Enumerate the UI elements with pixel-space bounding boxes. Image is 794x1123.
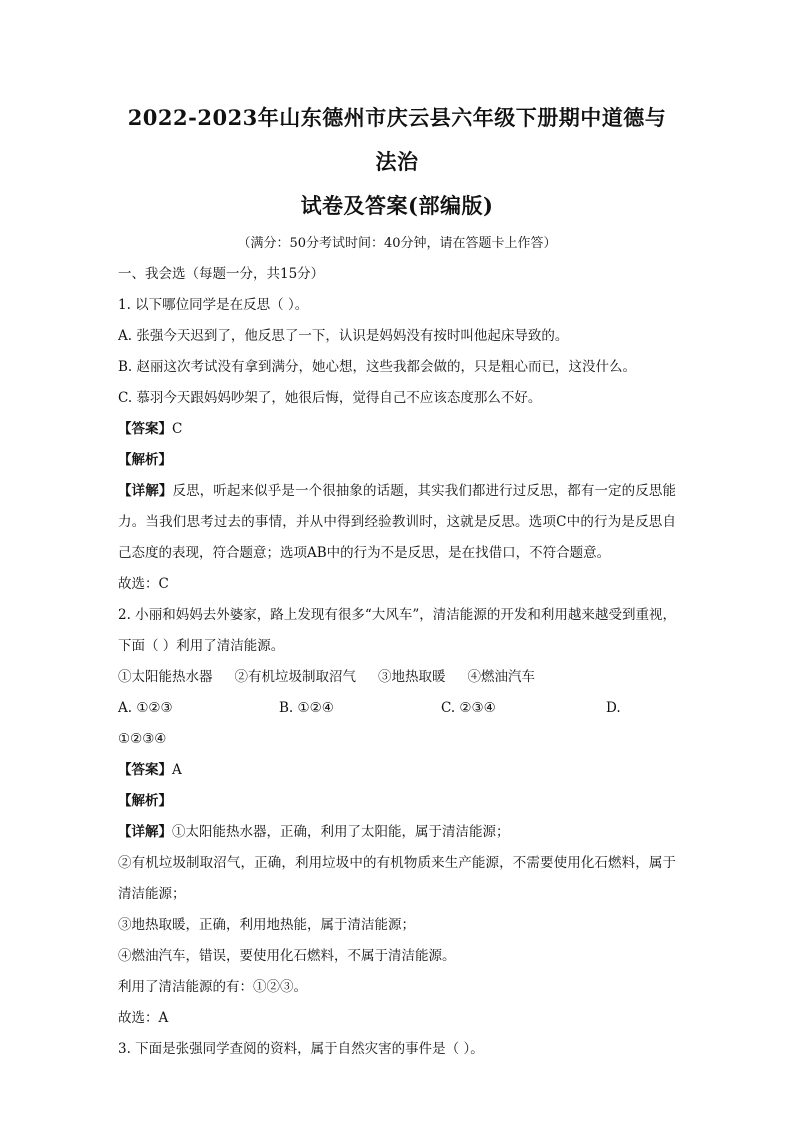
document-title-line2: 试卷及答案(部编版)	[300, 193, 494, 218]
question-2-items	[118, 662, 676, 693]
question-2-option-d-cont: ①②③④	[118, 731, 167, 747]
question-1-analysis-label: 【解析】	[118, 452, 172, 468]
question-2-stem: 2. 小丽和妈妈去外婆家，路上发现有很多“大风车”，清洁能源的开发和利用越来越受到重视，下面（ ）利用了清洁能源。	[118, 607, 676, 654]
question-1-option-c: C. 慕羽今天跟妈妈吵架了，她很后悔，觉得自己不应该态度那么不好。	[118, 390, 542, 406]
question-2-item: ③地热取暖	[378, 669, 446, 685]
question-2-item: ②有机垃圾制取沼气	[234, 669, 356, 685]
question-2-item: ④燃油汽车	[467, 669, 535, 685]
question-2-option-c: C. ②③④	[441, 700, 496, 716]
answer-value: A	[172, 762, 182, 778]
question-2-detail-4: ④燃油汽车，错误，要使用化石燃料，不属于清洁能源。	[118, 948, 456, 964]
question-1-option-a: A. 张强今天迟到了，他反思了一下，认识是妈妈没有按时叫他起床导致的。	[118, 328, 569, 344]
question-2-summary: 利用了清洁能源的有：①②③。	[118, 979, 307, 995]
answer-value: C	[172, 421, 183, 437]
question-2-analysis-label: 【解析】	[118, 793, 172, 809]
question-2-option-b: B. ①②④	[279, 700, 334, 716]
detail-text: ①太阳能热水器，正确，利用了太阳能，属于清洁能源；	[172, 824, 510, 840]
detail-label: 【详解】	[118, 824, 172, 840]
question-3-stem: 3. 下面是张强同学查阅的资料，属于自然灾害的事件是（ ）。	[118, 1041, 484, 1057]
question-2-detail-3: ③地热取暖，正确，利用地热能，属于清洁能源；	[118, 917, 415, 933]
question-2-detail-2: ②有机垃圾制取沼气，正确，利用垃圾中的有机物质来生产能源，不需要使用化石燃料，属于清洁能源；	[118, 855, 676, 902]
question-2-answer	[118, 755, 676, 786]
exam-meta: （满分：50分考试时间：40分钟，请在答题卡上作答）	[237, 236, 557, 251]
question-2-option-a: A. ①②③	[118, 700, 173, 716]
question-2-option-d: D.	[606, 700, 621, 716]
detail-label: 【详解】	[118, 483, 173, 499]
document-title-line1: 2022-2023年山东德州市庆云县六年级下册期中道德与法治	[127, 105, 667, 174]
question-2-conclusion: 故选：A	[118, 1010, 169, 1026]
question-1-detail	[118, 476, 676, 569]
question-1-stem: 1. 以下哪位同学是在反思（ ）。	[118, 297, 309, 313]
question-1-option-b: B. 赵丽这次考试没有拿到满分，她心想，这些我都会做的，只是粗心而已，这没什么。	[118, 359, 637, 375]
question-1-answer	[118, 414, 676, 445]
question-2-options	[118, 693, 676, 724]
answer-label: 【答案】	[118, 762, 172, 778]
detail-text: 反思，听起来似乎是一个很抽象的话题，其实我们都进行过反思，都有一定的反思能力。当我们思考过去的事情，并从中得到经验教训时，这就是反思。选项C中的行为是反思自己态度的表现，符合题意；选项AB中的行为不是反思，是在找借口，不符合题意。	[118, 483, 677, 561]
question-1-conclusion: 故选：C	[118, 576, 169, 592]
section-heading: 一、我会选（每题一分，共15分）	[118, 266, 325, 282]
answer-label: 【答案】	[118, 421, 172, 437]
question-2-item: ①太阳能热水器	[118, 669, 213, 685]
question-2-detail-1	[118, 817, 676, 848]
